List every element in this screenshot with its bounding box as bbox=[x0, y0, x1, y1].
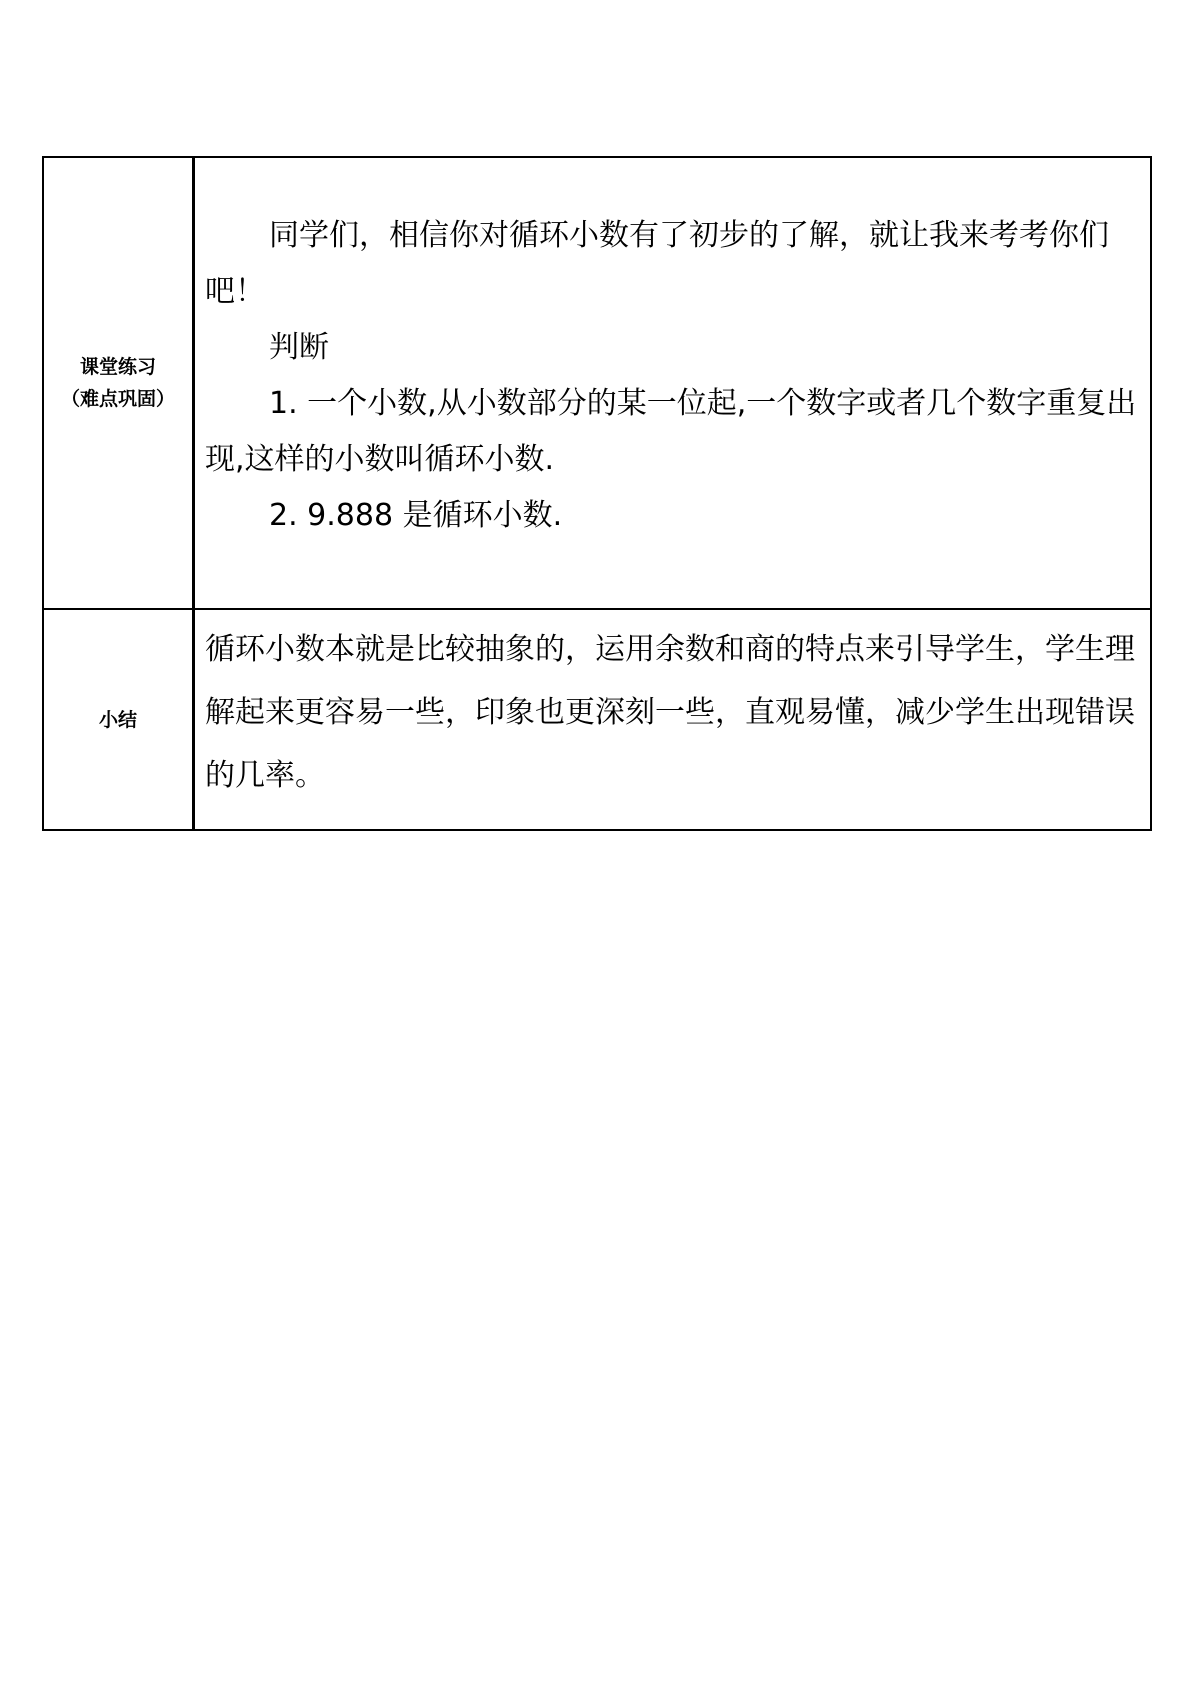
classroom-practice-content bbox=[195, 158, 1150, 608]
table-row-classroom-practice bbox=[43, 157, 1151, 609]
row-content-cell bbox=[194, 609, 1152, 830]
question-2: 2. 9.888 是循环小数. bbox=[269, 498, 563, 533]
row-label-cell bbox=[43, 157, 194, 609]
judgment-heading: 判断 bbox=[269, 330, 329, 365]
table-row-summary bbox=[43, 609, 1151, 830]
lesson-plan-table bbox=[42, 156, 1152, 831]
row-label-cell bbox=[43, 609, 194, 830]
summary-paragraph: 循环小数本就是比较抽象的，运用余数和商的特点来引导学生，学生理解起来更容易一些，印象也更深刻一些，直观易懂，减少学生出现错误的几率。 bbox=[205, 632, 1135, 793]
question-1: 1. 一个小数,从小数部分的某一位起,一个数字或者几个数字重复出现,这样的小数叫循环小数. bbox=[205, 386, 1137, 477]
row-label-summary: 小结 bbox=[98, 708, 137, 731]
row-label-classroom-practice: 课堂练习 （难点巩固） bbox=[60, 356, 175, 410]
summary-content bbox=[195, 610, 1150, 829]
intro-paragraph: 同学们，相信你对循环小数有了初步的了解，就让我来考考你们吧！ bbox=[205, 218, 1109, 309]
row-content-cell bbox=[194, 157, 1152, 609]
